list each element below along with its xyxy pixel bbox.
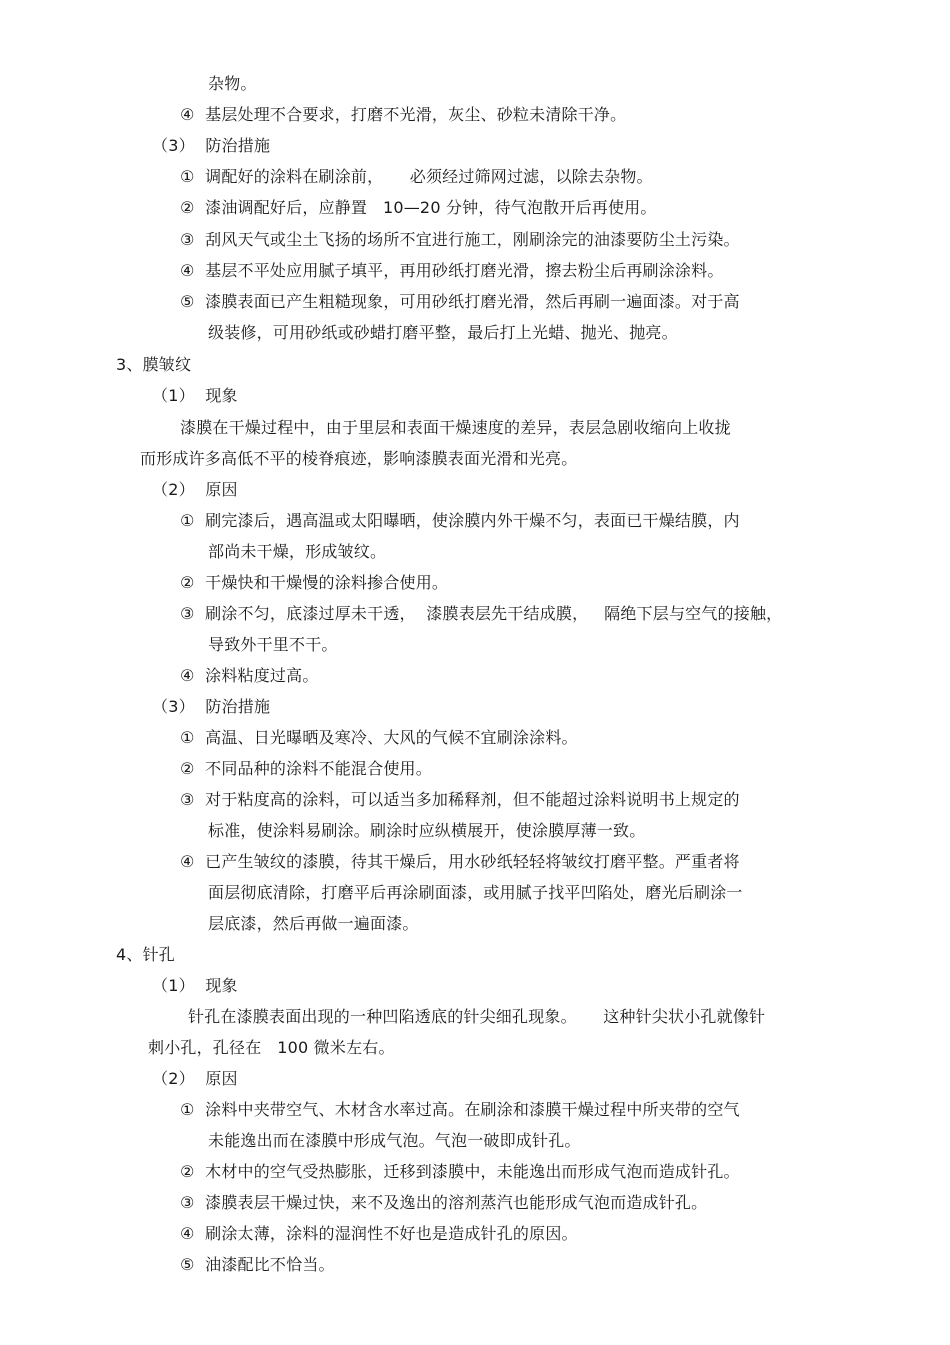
text-line: ① 调配好的涂料在刷涂前， 必须经过筛网过滤，以除去杂物。 [180, 167, 653, 186]
text-line: 杂物。 [208, 74, 257, 93]
text-line: ④ 基层处理不合要求，打磨不光滑，灰尘、砂粒未清除干净。 [180, 105, 627, 124]
text-line: ④ 涂料粘度过高。 [180, 666, 319, 685]
text-line: ⑤ 漆膜表面已产生粗糙现象，可用砂纸打磨光滑，然后再刷一遍面漆。对于高 [180, 292, 740, 311]
text-line: ③ 刷涂不匀，底漆过厚未干透， 漆膜表层先干结成膜， 隔绝下层与空气的接触， [180, 604, 783, 623]
subheading: （2） 原因 [152, 1069, 238, 1088]
text-line: ③ 对于粘度高的涂料，可以适当多加稀释剂，但不能超过涂料说明书上规定的 [180, 790, 740, 809]
text-line: ② 不同品种的涂料不能混合使用。 [180, 759, 432, 778]
text-line: ④ 刷涂太薄，涂料的湿润性不好也是造成针孔的原因。 [180, 1224, 578, 1243]
subheading: （3） 防治措施 [152, 697, 271, 716]
text-line: 而形成许多高低不平的棱脊痕迹，影响漆膜表面光滑和光亮。 [140, 449, 578, 468]
text-line: 针孔在漆膜表面出现的一种凹陷透底的针尖细孔现象。 这种针尖状小孔就像针 [188, 1007, 766, 1026]
text-line: 层底漆，然后再做一遍面漆。 [208, 914, 419, 933]
subheading: （2） 原因 [152, 480, 238, 499]
text-line: ① 刷完漆后，遇高温或太阳曝晒，使涂膜内外干燥不匀，表面已干燥结膜，内 [180, 511, 740, 530]
text-line: ① 高温、日光曝晒及寒冷、大风的气候不宜刷涂涂料。 [180, 728, 578, 747]
subheading: （1） 现象 [152, 976, 238, 995]
text-line: ③ 刮风天气或尘土飞扬的场所不宜进行施工，刚刷涂完的油漆要防尘土污染。 [180, 230, 740, 249]
text-line: 标准，使涂料易刷涂。刷涂时应纵横展开，使涂膜厚薄一致。 [208, 821, 646, 840]
text-line: ⑤ 油漆配比不恰当。 [180, 1255, 335, 1274]
text-line: 导致外干里不干。 [208, 635, 338, 654]
text-line: ② 木材中的空气受热膨胀，迁移到漆膜中，未能逸出而形成气泡而造成针孔。 [180, 1162, 740, 1181]
section-heading: 3、膜皱纹 [116, 355, 192, 374]
text-line: ④ 已产生皱纹的漆膜，待其干燥后，用水砂纸轻轻将皱纹打磨平整。严重者将 [180, 852, 740, 871]
section-heading: 4、针孔 [116, 945, 175, 964]
text-line: 部尚未干燥，形成皱纹。 [208, 542, 387, 561]
text-line: 漆膜在干燥过程中，由于里层和表面干燥速度的差异，表层急剧收缩向上收拢 [180, 418, 731, 437]
text-line: ② 干燥快和干燥慢的涂料掺合使用。 [180, 573, 449, 592]
subheading: （1） 现象 [152, 386, 238, 405]
text-line: ④ 基层不平处应用腻子填平，再用砂纸打磨光滑，擦去粉尘后再刷涂涂料。 [180, 261, 724, 280]
text-line: 刺小孔，孔径在 100 微米左右。 [148, 1038, 395, 1057]
text-line: 未能逸出而在漆膜中形成气泡。气泡一破即成针孔。 [208, 1131, 581, 1150]
text-line: ③ 漆膜表层干燥过快，来不及逸出的溶剂蒸汽也能形成气泡而造成针孔。 [180, 1193, 708, 1212]
text-line: 面层彻底清除，打磨平后再涂刷面漆，或用腻子找平凹陷处，磨光后刷涂一 [208, 883, 743, 902]
text-line: （3） 防治措施 [152, 136, 271, 155]
text-line: ① 涂料中夹带空气、木材含水率过高。在刷涂和漆膜干燥过程中所夹带的空气 [180, 1100, 740, 1119]
text-line: 级装修，可用砂纸或砂蜡打磨平整，最后打上光蜡、抛光、抛亮。 [208, 323, 678, 342]
text-line: ② 漆油调配好后，应静置 10—20 分钟，待气泡散开后再使用。 [180, 198, 657, 217]
